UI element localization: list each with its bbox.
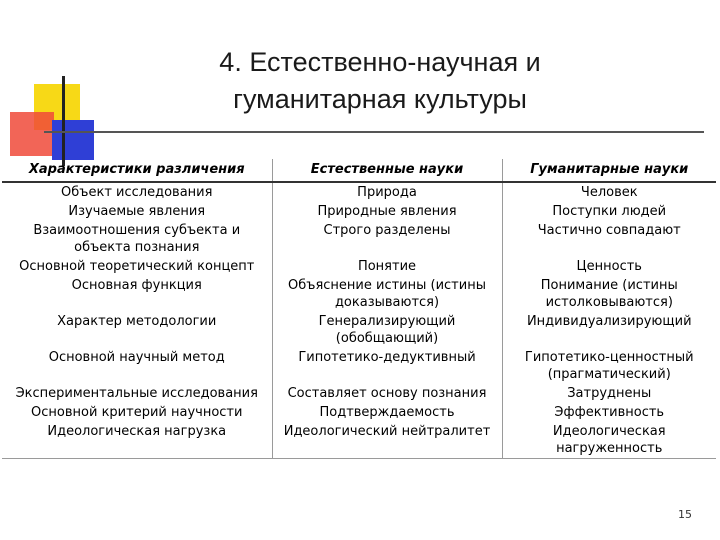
header-humanities: Гуманитарные науки: [502, 159, 716, 182]
table-cell: Идеологический нейтралитет: [272, 422, 502, 459]
table-row: [2, 221, 716, 257]
table-row: [2, 348, 716, 384]
table-cell: Эффективность: [502, 403, 716, 422]
table-cell: Индивидуализирующий: [502, 312, 716, 348]
table-cell: Составляет основу познания: [272, 384, 502, 403]
table-row: [2, 403, 716, 422]
table-cell: Поступки людей: [502, 202, 716, 221]
decor-red-square: [10, 112, 54, 156]
table-cell: Генерализирующий (обобщающий): [272, 312, 502, 348]
table-cell: Гипотетико-ценностный (прагматический): [502, 348, 716, 384]
table-row: [2, 422, 716, 459]
table-cell: Строго разделены: [272, 221, 502, 257]
decor-blue-square: [52, 120, 94, 160]
table-cell: Ценность: [502, 257, 716, 276]
table-cell: Основной критерий научности: [31, 405, 243, 420]
decor-vertical-line: [62, 76, 65, 166]
table-cell: Изучаемые явления: [68, 204, 206, 219]
table-row: [2, 276, 716, 312]
table-cell: Понятие: [272, 257, 502, 276]
table-cell: Взаимоотношения субъекта и объекта познания: [33, 223, 241, 255]
slide-title-line-2: гуманитарная культуры: [233, 84, 527, 114]
table-row: [2, 312, 716, 348]
table-cell: Идеологическая нагруженность: [502, 422, 716, 459]
slide-title-line-1: 4. Естественно-научная и: [219, 47, 541, 77]
table-row: [2, 384, 716, 403]
page-number: 15: [678, 508, 692, 521]
header-natural-sciences: Естественные науки: [272, 159, 502, 182]
table-cell: Понимание (истины истолковываются): [502, 276, 716, 312]
comparison-table: [2, 159, 716, 459]
table-cell: Природные явления: [272, 202, 502, 221]
table-cell: Гипотетико-дедуктивный: [272, 348, 502, 384]
table-cell: Затруднены: [502, 384, 716, 403]
table-cell: Объяснение истины (истины доказываются): [272, 276, 502, 312]
table-row: [2, 202, 716, 221]
table-cell: Подтверждаемость: [272, 403, 502, 422]
table-cell: Характер методологии: [57, 314, 217, 329]
table-cell: Природа: [272, 182, 502, 202]
table-cell: Экспериментальные исследования: [15, 386, 258, 401]
table-cell: Частично совпадают: [502, 221, 716, 257]
header-characteristics: Характеристики различения: [2, 159, 272, 182]
table-cell: Основной теоретический концепт: [19, 259, 255, 274]
table-cell: Человек: [502, 182, 716, 202]
title-underline: [44, 131, 704, 133]
table-cell: Основная функция: [71, 278, 202, 293]
table-cell: Основной научный метод: [48, 350, 225, 365]
table-header-row: [2, 159, 716, 182]
table-cell: Объект исследования: [61, 185, 213, 200]
table-row: [2, 182, 716, 202]
slide-title: [160, 44, 600, 118]
table-cell: Идеологическая нагрузка: [2, 422, 272, 459]
table-row: [2, 257, 716, 276]
